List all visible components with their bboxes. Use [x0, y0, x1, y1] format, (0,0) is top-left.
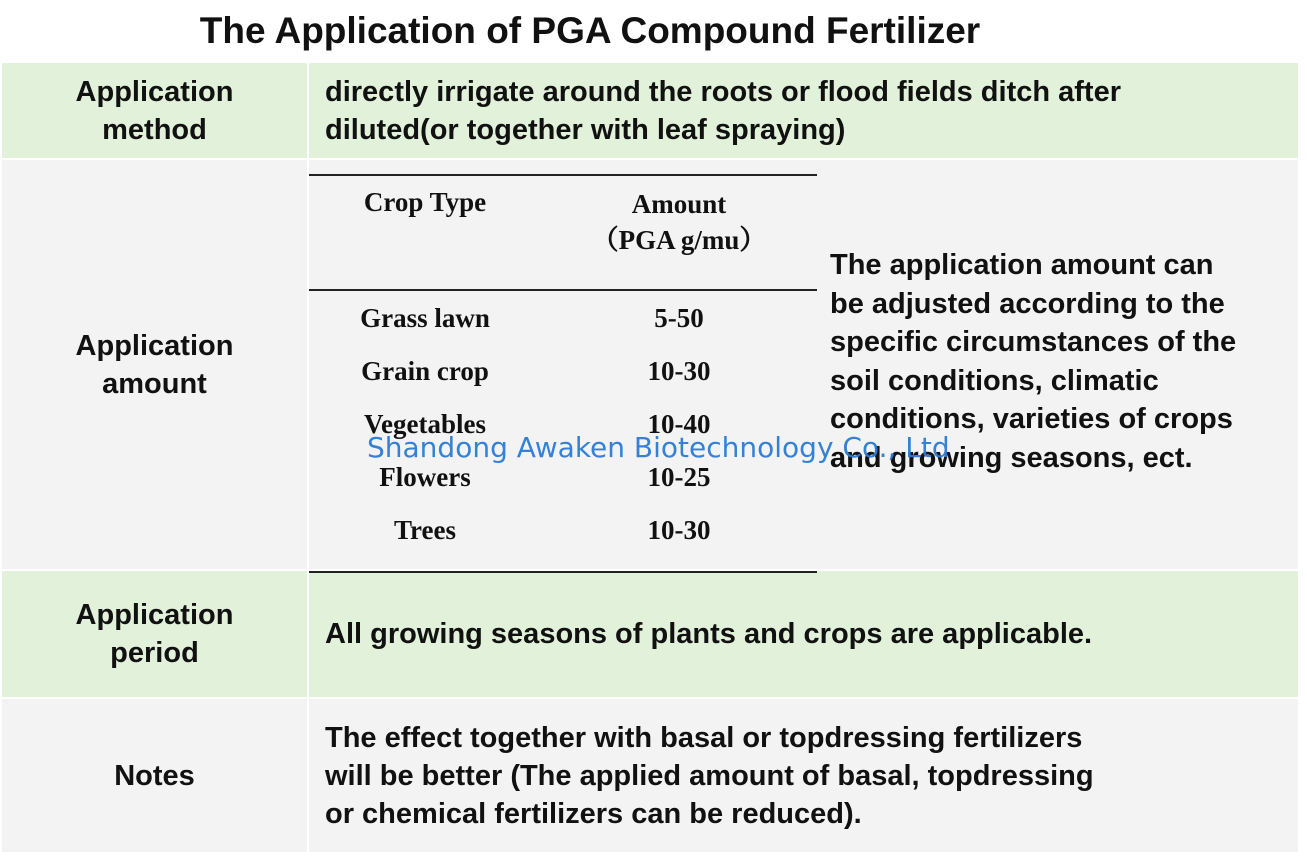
table-row: [309, 459, 817, 512]
crop-table-header: [309, 174, 817, 291]
crop-type-cell: Flowers: [379, 462, 471, 492]
crop-type-cell: Grain crop: [361, 356, 489, 386]
company-watermark: Shandong Awaken Biotechnology Co., Ltd: [367, 431, 950, 464]
content-application-period: [309, 571, 1298, 697]
amount-cell: 10-30: [647, 515, 711, 545]
label-line: Application: [75, 329, 234, 362]
content-notes: [309, 699, 1298, 852]
label-application-period: [2, 571, 309, 697]
content-line: The effect together with basal or topdressing fertilizers: [325, 721, 1083, 754]
content-application-amount: [309, 160, 1298, 569]
crop-amount-table: [309, 174, 817, 573]
amount-cell: 10-30: [647, 356, 711, 386]
content-application-method: [309, 63, 1298, 158]
amount-cell: 5-50: [654, 303, 704, 333]
label-line: amount: [102, 367, 207, 400]
note-line: and growing seasons, ect.: [830, 441, 1193, 474]
label-application-method: [2, 63, 309, 158]
header-crop-type: Crop Type: [363, 187, 487, 217]
table-row: [309, 512, 817, 565]
amount-cell: 10-25: [647, 462, 711, 492]
header-amount-line: Amount: [631, 189, 727, 219]
crop-type-cell: Trees: [394, 515, 456, 545]
header-amount: [541, 176, 817, 289]
table-row: [309, 353, 817, 406]
table-row: [309, 300, 817, 353]
amount-cell: 10-40: [647, 409, 711, 439]
content-line: or chemical fertilizers can be reduced).: [325, 797, 862, 830]
row-application-amount: [2, 160, 1298, 571]
note-line: The application amount can: [830, 249, 1214, 281]
label-line: Application: [75, 599, 234, 631]
header-amount-unit: （PGA g/mu）: [591, 225, 767, 255]
note-line: specific circumstances of the: [830, 326, 1237, 358]
note-line: conditions, varieties of crops: [830, 403, 1233, 435]
label-line: method: [102, 113, 207, 146]
content-line: directly irrigate around the roots or flood fields ditch after: [325, 75, 1121, 108]
content-line: will be better (The applied amount of basal, topdressing: [325, 759, 1094, 792]
label-notes: [2, 699, 309, 852]
label-line: Notes: [114, 759, 195, 792]
note-line: soil conditions, climatic: [830, 364, 1159, 397]
label-line: Application: [75, 75, 234, 108]
note-line: be adjusted according to the: [830, 287, 1225, 320]
crop-type-cell: Grass lawn: [360, 303, 490, 333]
page-title: The Application of PGA Compound Fertilizer: [199, 10, 981, 51]
content-line: diluted(or together with leaf spraying): [325, 113, 846, 146]
content-line: All growing seasons of plants and crops are applicable.: [325, 618, 1093, 650]
label-line: period: [110, 637, 199, 669]
crop-type-cell: Vegetables: [364, 409, 486, 439]
label-application-amount: [2, 160, 309, 569]
row-notes: [2, 699, 1298, 854]
row-application-method: [2, 63, 1298, 160]
row-application-period: [2, 571, 1298, 699]
